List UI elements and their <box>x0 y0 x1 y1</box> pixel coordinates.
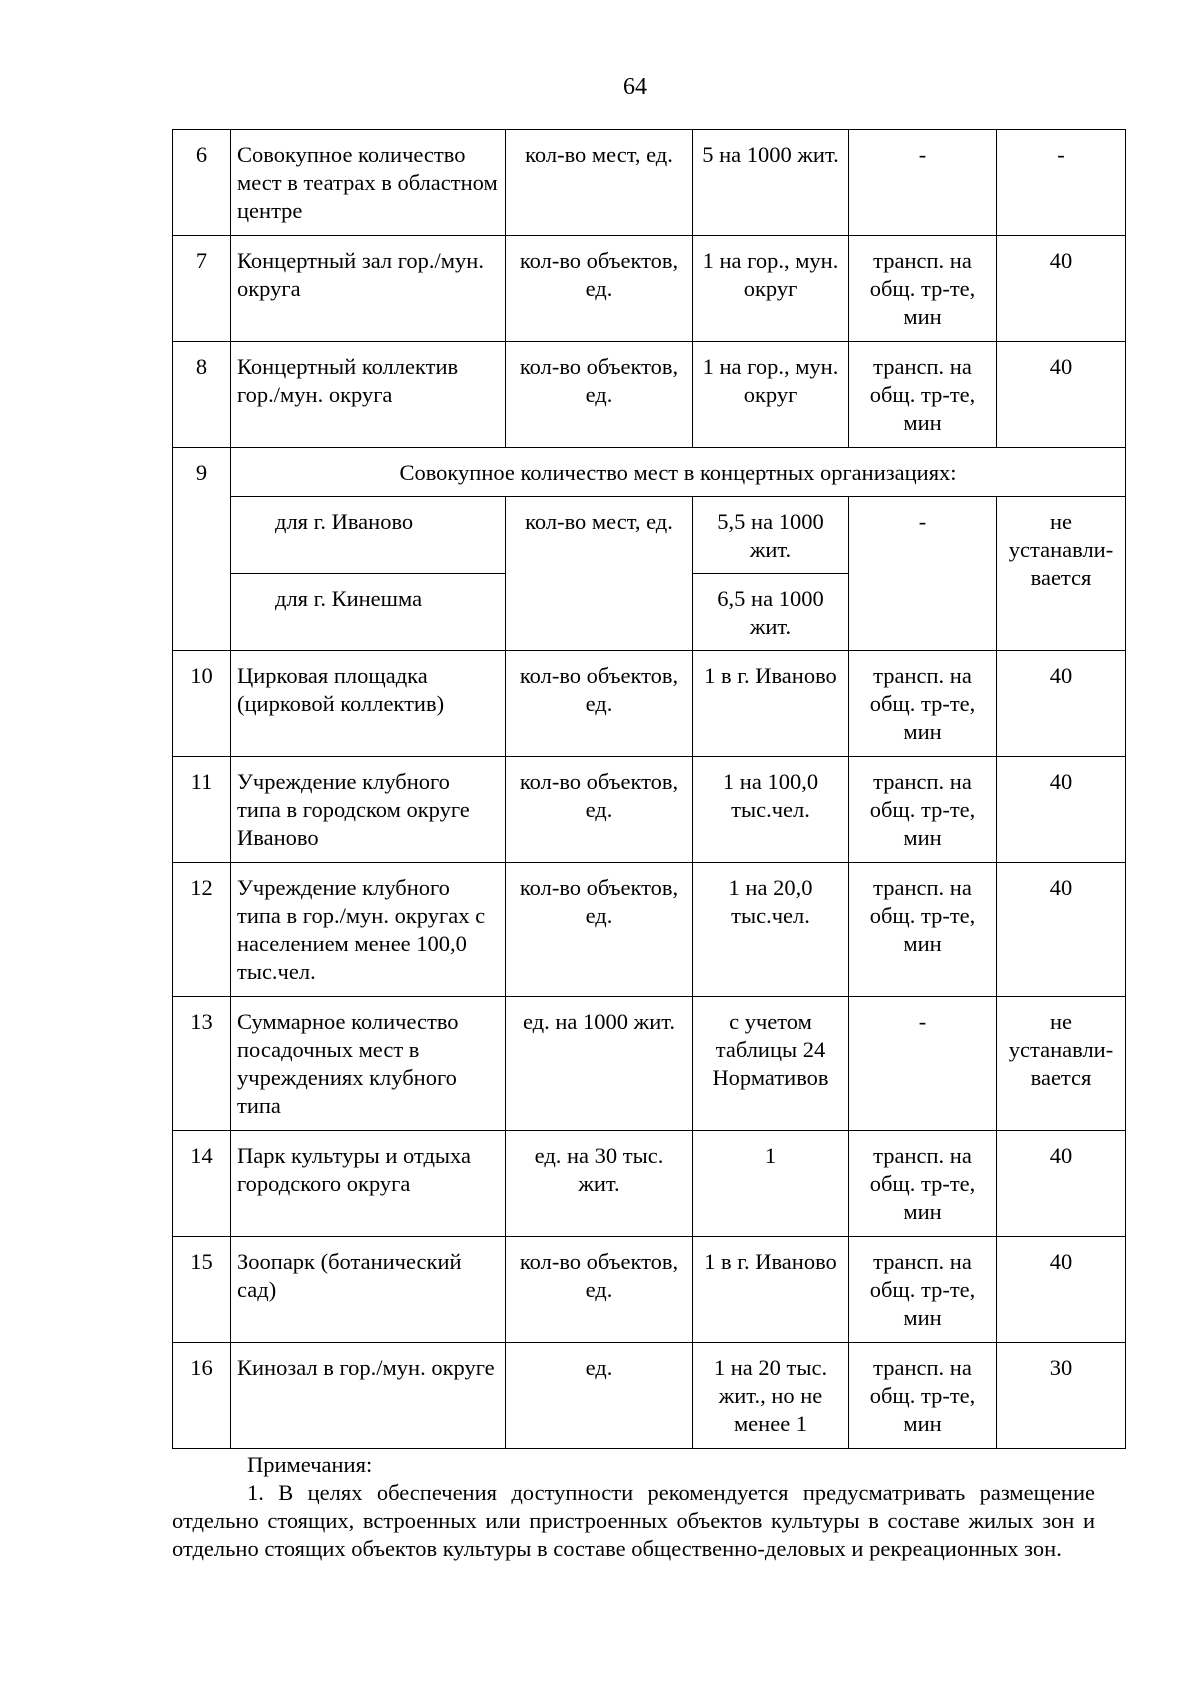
row-number: 8 <box>173 342 231 448</box>
accessibility-value: 40 <box>997 651 1126 757</box>
unit-of-measure: кол-во мест, ед. <box>506 497 693 651</box>
unit-of-measure: кол-во объектов, ед. <box>506 757 693 863</box>
accessibility-value: 40 <box>997 1131 1126 1237</box>
row-number: 11 <box>173 757 231 863</box>
indicator-name: Суммарное количество посадочных мест в учреждениях клубного типа <box>231 997 506 1131</box>
norm-value: 5,5 на 1000 жит. <box>693 497 849 574</box>
table-row <box>173 236 1126 342</box>
accessibility-value: 40 <box>997 863 1126 997</box>
row-number: 16 <box>173 1343 231 1449</box>
norm-value: 6,5 на 1000 жит. <box>693 574 849 651</box>
accessibility-type: - <box>849 497 997 651</box>
indicator-name: Кинозал в гор./мун. округе <box>231 1343 506 1449</box>
norm-value: 1 <box>693 1131 849 1237</box>
accessibility-type: трансп. на общ. тр-те, мин <box>849 757 997 863</box>
norm-value: 1 в г. Иваново <box>693 1237 849 1343</box>
unit-of-measure: кол-во объектов, ед. <box>506 1237 693 1343</box>
accessibility-type: трансп. на общ. тр-те, мин <box>849 1237 997 1343</box>
table-row <box>173 130 1126 236</box>
indicator-name: Учреждение клубного типа в гор./мун. округах с населением менее 100,0 тыс.чел. <box>231 863 506 997</box>
unit-of-measure: кол-во объектов, ед. <box>506 651 693 757</box>
accessibility-type: трансп. на общ. тр-те, мин <box>849 863 997 997</box>
norm-value: 1 на 20,0 тыс.чел. <box>693 863 849 997</box>
norm-value: 1 на 100,0 тыс.чел. <box>693 757 849 863</box>
culture-norms-table <box>172 129 1126 1449</box>
table-row <box>173 1343 1126 1449</box>
row-number: 12 <box>173 863 231 997</box>
norm-value: 1 на 20 тыс. жит., но не менее 1 <box>693 1343 849 1449</box>
table-subrow <box>173 497 1126 574</box>
unit-of-measure: кол-во объектов, ед. <box>506 236 693 342</box>
row-number: 6 <box>173 130 231 236</box>
indicator-name: Парк культуры и отдыха городского округа <box>231 1131 506 1237</box>
table-row <box>173 863 1126 997</box>
accessibility-type: - <box>849 130 997 236</box>
accessibility-type: - <box>849 997 997 1131</box>
row-number: 10 <box>173 651 231 757</box>
accessibility-value: не устанавли-вается <box>997 997 1126 1131</box>
accessibility-value: 40 <box>997 1237 1126 1343</box>
accessibility-value: 30 <box>997 1343 1126 1449</box>
group-title: Совокупное количество мест в концертных организациях: <box>231 448 1126 497</box>
norm-value: 1 на гор., мун. округ <box>693 236 849 342</box>
row-number: 9 <box>173 448 231 651</box>
indicator-name: Концертный зал гор./мун. округа <box>231 236 506 342</box>
unit-of-measure: кол-во объектов, ед. <box>506 342 693 448</box>
page-number: 64 <box>623 74 647 100</box>
unit-of-measure: кол-во мест, ед. <box>506 130 693 236</box>
unit-of-measure: ед. на 30 тыс. жит. <box>506 1131 693 1237</box>
indicator-name: Учреждение клубного типа в городском округе Иваново <box>231 757 506 863</box>
indicator-name: Цирковая площадка (цирковой коллектив) <box>231 651 506 757</box>
notes-title: Примечания: <box>247 1452 373 1477</box>
accessibility-value: - <box>997 130 1126 236</box>
accessibility-type: трансп. на общ. тр-те, мин <box>849 651 997 757</box>
accessibility-type: трансп. на общ. тр-те, мин <box>849 236 997 342</box>
accessibility-value: 40 <box>997 757 1126 863</box>
accessibility-type: трансп. на общ. тр-те, мин <box>849 1343 997 1449</box>
unit-of-measure: кол-во объектов, ед. <box>506 863 693 997</box>
indicator-name: Зоопарк (ботанический сад) <box>231 1237 506 1343</box>
row-number: 14 <box>173 1131 231 1237</box>
accessibility-value: не устанавли-вается <box>997 497 1126 651</box>
table-row <box>173 342 1126 448</box>
note-item: 1. В целях обеспечения доступности рекомендуется предусматривать размещение отдельно стоящих, встроенных или пристроенных объектов культуры в составе жилых зон и отдельно стоящих объектов культуры в составе общественно-деловых и рекреационных зон. <box>172 1480 1095 1561</box>
row-number: 15 <box>173 1237 231 1343</box>
norm-value: 1 в г. Иваново <box>693 651 849 757</box>
table-row-group-header <box>173 448 1126 497</box>
unit-of-measure: ед. <box>506 1343 693 1449</box>
indicator-name: Концертный коллектив гор./мун. округа <box>231 342 506 448</box>
table-row <box>173 757 1126 863</box>
table-row <box>173 997 1126 1131</box>
accessibility-type: трансп. на общ. тр-те, мин <box>849 1131 997 1237</box>
indicator-name: Совокупное количество мест в театрах в областном центре <box>231 130 506 236</box>
norm-value: с учетом таблицы 24 Нормативов <box>693 997 849 1131</box>
row-number: 13 <box>173 997 231 1131</box>
norm-value: 5 на 1000 жит. <box>693 130 849 236</box>
table-row <box>173 1131 1126 1237</box>
unit-of-measure: ед. на 1000 жит. <box>506 997 693 1131</box>
accessibility-value: 40 <box>997 342 1126 448</box>
notes-section <box>172 1451 1095 1563</box>
table-row <box>173 651 1126 757</box>
table-row <box>173 1237 1126 1343</box>
row-number: 7 <box>173 236 231 342</box>
accessibility-type: трансп. на общ. тр-те, мин <box>849 342 997 448</box>
norm-value: 1 на гор., мун. округ <box>693 342 849 448</box>
indicator-name: для г. Иваново <box>231 497 506 574</box>
accessibility-value: 40 <box>997 236 1126 342</box>
indicator-name: для г. Кинешма <box>231 574 506 651</box>
